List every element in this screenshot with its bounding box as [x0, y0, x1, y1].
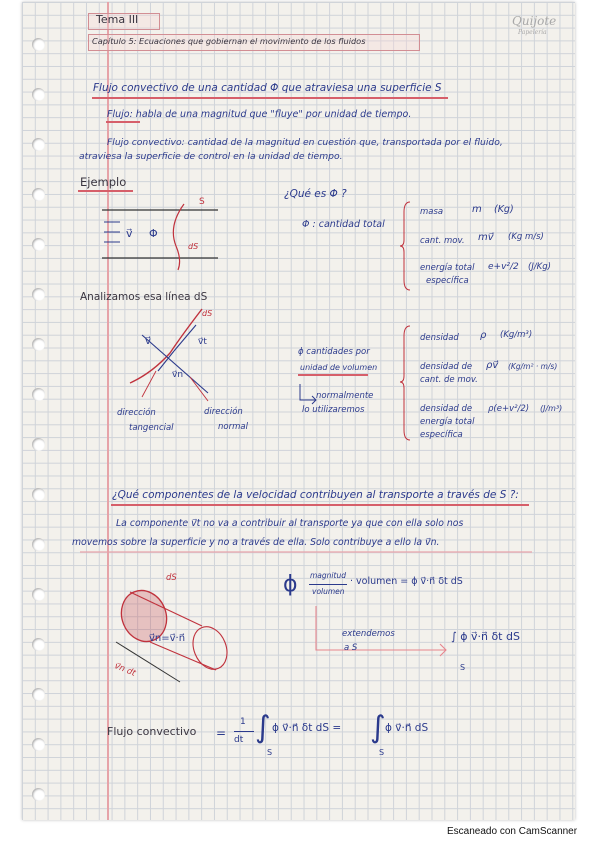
convectivo-definition-1: Flujo convectivo: cantidad de la magnitud en cuestión que, transportada por el fluido, — [107, 137, 503, 148]
cylinder-vn-eq: v⃗n=v⃗·n⃗ — [149, 633, 186, 644]
vol-row-densidad-name: densidad — [420, 333, 459, 343]
cylinder-vn-dt: v⃗n dt — [112, 661, 137, 679]
pregunta: ¿Qué componentes de la velocidad contribuyen al transporte a través de S ?: — [112, 489, 519, 501]
final-rhs-2: ϕ v⃗·n⃗ dS — [385, 722, 429, 734]
cylinder-end — [187, 622, 233, 675]
final-equals: = — [216, 726, 227, 740]
brand-logo: Quijote — [512, 14, 557, 28]
binder-hole — [32, 638, 45, 651]
respuesta-underline — [80, 551, 532, 553]
normalmente-1: normalmente — [316, 391, 374, 401]
vol-row-energia-name: densidad de — [420, 404, 473, 414]
respuesta-1: La componente v⃗t no va a contribuir al transporte ya que con ella solo nos — [116, 518, 464, 529]
ejemplo-underline — [78, 190, 133, 192]
normalmente-2: lo utilizaremos — [302, 405, 365, 415]
total-row-cantmov-sym: mv⃗ — [478, 232, 494, 243]
phi-unidad-volumen: unidad de volumen — [300, 363, 378, 372]
total-row-cantmov-unit: (Kg m/s) — [508, 232, 544, 242]
total-row-energia-sym: e+v²/2 — [488, 262, 519, 272]
flujo-underline — [106, 121, 140, 123]
diagram2-vn: v⃗n — [172, 370, 184, 380]
binder-hole — [32, 588, 45, 601]
binder-hole — [32, 738, 45, 751]
binder-hole — [32, 388, 45, 401]
convectivo-definition-2: atraviesa la superficie de control en la unidad de tiempo. — [79, 151, 343, 162]
total-row-energia-unit: (J/Kg) — [528, 262, 551, 272]
diagram2-vt: v⃗t — [198, 337, 207, 347]
final-frac-bar — [234, 731, 254, 732]
vol-row-densidad-unit: (Kg/m³) — [500, 330, 533, 340]
dir-normal-1: dirección — [204, 407, 243, 417]
surface-dS-line — [130, 309, 202, 383]
phi-cantidad-total: Φ : cantidad total — [302, 219, 385, 230]
final-integral-S1: S — [267, 748, 273, 757]
vol-row-energia-name3: específica — [420, 430, 463, 440]
eq-integral-S: S — [460, 663, 466, 672]
binder-hole — [32, 88, 45, 101]
binder-hole — [32, 288, 45, 301]
vol-row-energia-unit: (J/m³) — [540, 404, 563, 413]
dir-tangencial-1: dirección — [117, 408, 156, 418]
final-integral-S2: S — [379, 748, 385, 757]
binder-hole — [32, 438, 45, 451]
brace-volume — [400, 324, 412, 442]
margin-line — [107, 2, 109, 820]
eq-fraction-magnitud: magnitud — [310, 571, 346, 580]
brand-sub: Papelería — [518, 29, 547, 36]
binder-hole — [32, 138, 45, 151]
surface-S-curve — [173, 204, 184, 270]
pipe-diagram — [96, 196, 226, 276]
pregunta-underline — [111, 504, 529, 506]
extendemos-2: a S — [344, 643, 358, 653]
final-label: Flujo convectivo — [107, 725, 197, 738]
ejemplo-phi-label: Φ — [149, 227, 158, 240]
binder-hole — [32, 538, 45, 551]
final-frac-num: 1 — [240, 717, 246, 727]
unidad-volumen-underline — [298, 374, 368, 376]
eq-integral-1: ∫ ϕ v⃗·n⃗ δt dS — [451, 630, 520, 643]
eq-fraction-bar — [309, 584, 347, 585]
tangent-vector — [174, 325, 196, 351]
dir-tangencial-2: tangencial — [129, 423, 174, 433]
binder-hole — [32, 188, 45, 201]
vol-row-cantmov-name: densidad de — [420, 362, 473, 372]
vol-row-densidad-sym: ρ — [480, 330, 487, 341]
diagram2-dS: dS — [202, 309, 213, 318]
binder-hole — [32, 238, 45, 251]
flujo-definition: Flujo: habla de una magnitud que "fluye" por unidad de tiempo. — [107, 109, 412, 120]
velocity-decomposition-diagram — [112, 305, 232, 410]
final-frac-den: dt — [234, 735, 244, 745]
total-row-energia-name: energía total — [420, 263, 475, 273]
final-rhs-1: ϕ v⃗·n⃗ δt dS = — [272, 722, 342, 734]
total-row-masa-name: masa — [420, 207, 444, 217]
extendemos-1: extendemos — [342, 629, 395, 639]
phi-cantidades-por: ϕ cantidades por — [298, 347, 370, 357]
binder-hole — [32, 38, 45, 51]
normal-pointer — [190, 377, 208, 401]
ejemplo-S-label: S — [199, 197, 205, 207]
vol-row-cantmov-unit: (Kg/m² · m/s) — [508, 362, 558, 371]
binder-hole — [32, 688, 45, 701]
final-integral-1: ∫ — [255, 710, 271, 745]
total-row-energia-name2: específica — [426, 276, 469, 286]
vol-row-cantmov-sym: ρv⃗ — [486, 360, 499, 371]
eq-volumen: · volumen = ϕ v⃗·n⃗ δt dS — [350, 576, 463, 587]
ejemplo-v-label: v⃗ — [126, 227, 133, 240]
brace-total — [400, 200, 412, 292]
vol-row-cantmov-name2: cant. de mov. — [420, 375, 478, 385]
total-row-cantmov-name: cant. mov. — [420, 236, 465, 246]
respuesta-2: movemos sobre la superficie y no a través de ella. Solo contribuye a ello la v⃗n. — [72, 537, 440, 548]
chapter-title: Capítulo 5: Ecuaciones que gobiernan el movimiento de los fluidos — [92, 36, 366, 46]
flow-arrows — [104, 222, 120, 242]
dir-normal-2: normal — [218, 422, 248, 432]
diagram2-v: v⃗ — [145, 336, 151, 347]
final-integral-2: ∫ — [370, 710, 386, 745]
total-row-masa-unit: (Kg) — [494, 204, 514, 215]
ejemplo-heading: Ejemplo — [80, 175, 127, 189]
binder-hole — [32, 488, 45, 501]
ejemplo-dS-label: dS — [188, 242, 199, 251]
total-row-masa-sym: m — [472, 204, 482, 215]
eq-fraction-volumen: volumen — [312, 587, 345, 596]
scanner-footer: Escaneado con CamScanner — [447, 826, 578, 837]
eq-phi-symbol: ϕ — [283, 572, 298, 597]
analizamos-heading: Analizamos esa línea dS — [80, 291, 208, 303]
tema-label: Tema III — [96, 13, 139, 26]
cylinder-dS: dS — [166, 573, 177, 583]
title-underline — [92, 97, 448, 99]
binder-hole — [32, 788, 45, 801]
section-title: Flujo convectivo de una cantidad Φ que atraviesa una superficie S — [93, 82, 442, 94]
binder-hole — [32, 338, 45, 351]
vol-row-energia-name2: energía total — [420, 417, 475, 427]
vol-row-energia-sym: ρ(e+v²/2) — [488, 404, 530, 414]
que-es-phi: ¿Qué es Φ ? — [284, 188, 347, 200]
